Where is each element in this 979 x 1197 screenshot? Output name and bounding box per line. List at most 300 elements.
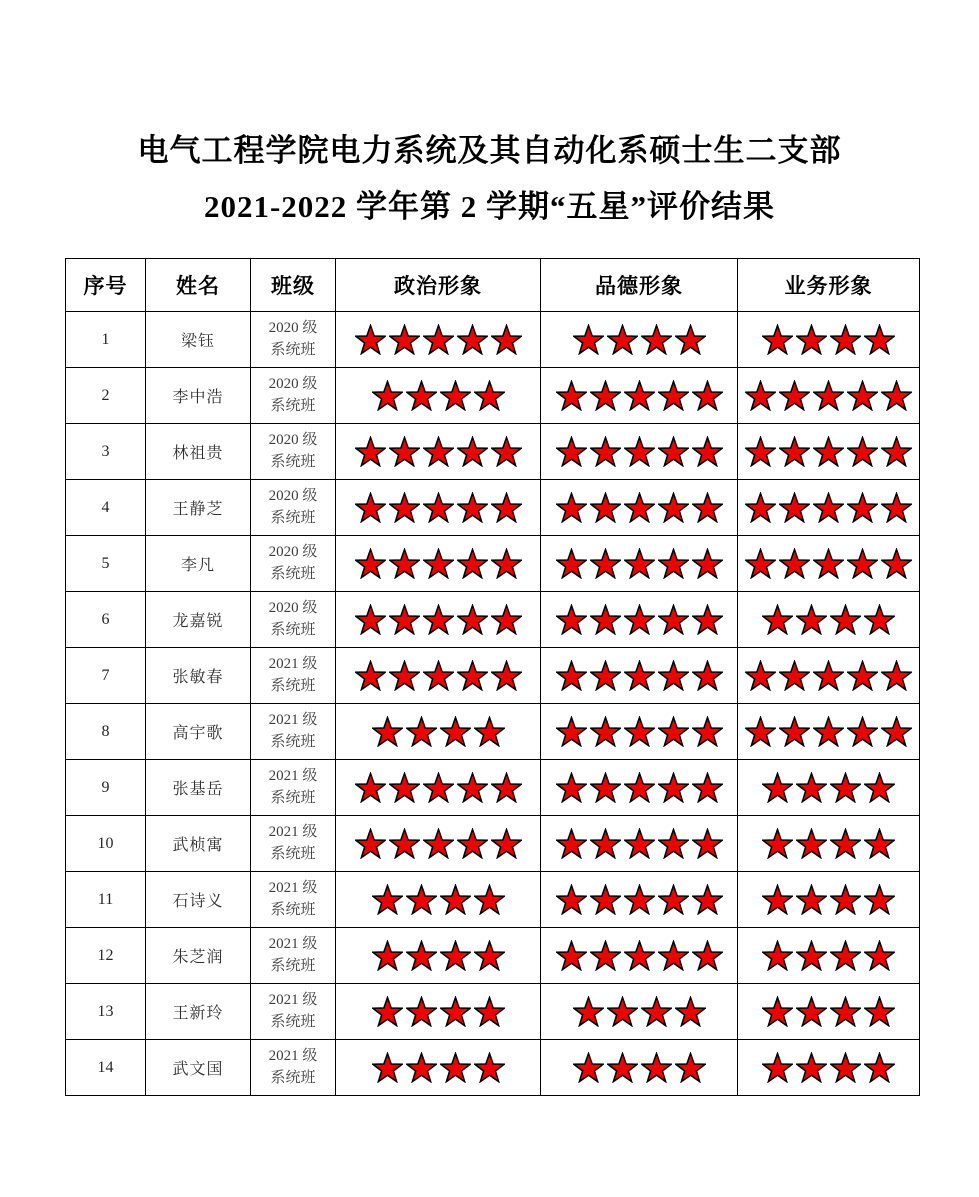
star-icon <box>355 604 386 635</box>
table-row <box>66 480 920 536</box>
star-icon <box>590 716 621 747</box>
name-cell: 李中浩 <box>146 368 251 424</box>
column-header-name: 姓名 <box>146 259 251 312</box>
star-icon <box>389 324 420 355</box>
star-icon <box>624 436 655 467</box>
star-icon <box>813 548 844 579</box>
star-icon <box>389 436 420 467</box>
star-icon <box>864 884 895 915</box>
star-icon <box>762 996 793 1027</box>
serial-cell: 12 <box>66 928 146 984</box>
star-rating <box>738 884 919 915</box>
class-cell: 2020 级 系统班 <box>251 424 336 480</box>
column-header-business: 业务形象 <box>738 259 920 312</box>
star-rating <box>336 492 540 523</box>
star-icon <box>389 828 420 859</box>
star-icon <box>658 436 689 467</box>
star-icon <box>813 436 844 467</box>
star-icon <box>692 548 723 579</box>
serial-cell: 3 <box>66 424 146 480</box>
star-icon <box>692 492 723 523</box>
serial-cell: 6 <box>66 592 146 648</box>
star-icon <box>692 380 723 411</box>
star-icon <box>491 436 522 467</box>
star-icon <box>590 548 621 579</box>
business-rating-cell <box>738 648 920 704</box>
star-icon <box>864 1052 895 1083</box>
table-row <box>66 928 920 984</box>
star-icon <box>440 716 471 747</box>
star-icon <box>830 1052 861 1083</box>
moral-rating-cell <box>541 872 738 928</box>
business-rating-cell <box>738 1040 920 1096</box>
star-icon <box>406 884 437 915</box>
star-icon <box>847 716 878 747</box>
moral-rating-cell <box>541 536 738 592</box>
star-icon <box>556 548 587 579</box>
star-icon <box>779 660 810 691</box>
star-icon <box>590 772 621 803</box>
star-icon <box>389 492 420 523</box>
star-icon <box>474 996 505 1027</box>
star-icon <box>847 436 878 467</box>
star-rating <box>541 436 737 467</box>
star-rating <box>738 1052 919 1083</box>
star-icon <box>745 548 776 579</box>
star-icon <box>641 1052 672 1083</box>
star-icon <box>423 772 454 803</box>
star-rating <box>541 828 737 859</box>
star-icon <box>355 828 386 859</box>
name-cell: 梁钰 <box>146 312 251 368</box>
star-rating <box>541 716 737 747</box>
star-icon <box>355 436 386 467</box>
star-icon <box>440 940 471 971</box>
name-cell: 高宇歌 <box>146 704 251 760</box>
politics-rating-cell <box>336 648 541 704</box>
star-icon <box>813 660 844 691</box>
star-rating <box>738 324 919 355</box>
star-icon <box>847 660 878 691</box>
page-title-line1: 电气工程学院电力系统及其自动化系硕士生二支部 <box>137 133 842 168</box>
star-icon <box>830 772 861 803</box>
star-icon <box>745 492 776 523</box>
star-icon <box>491 324 522 355</box>
table-row <box>66 648 920 704</box>
politics-rating-cell <box>336 536 541 592</box>
star-icon <box>762 604 793 635</box>
table-row <box>66 816 920 872</box>
business-rating-cell <box>738 536 920 592</box>
star-icon <box>864 940 895 971</box>
star-icon <box>423 604 454 635</box>
star-rating <box>336 716 540 747</box>
serial-cell: 8 <box>66 704 146 760</box>
name-cell: 武文国 <box>146 1040 251 1096</box>
star-icon <box>355 548 386 579</box>
star-icon <box>779 380 810 411</box>
star-icon <box>658 492 689 523</box>
star-icon <box>658 828 689 859</box>
star-rating <box>738 548 919 579</box>
business-rating-cell <box>738 368 920 424</box>
table-row <box>66 760 920 816</box>
star-icon <box>847 548 878 579</box>
star-icon <box>573 1052 604 1083</box>
star-rating <box>336 828 540 859</box>
star-rating <box>336 380 540 411</box>
star-icon <box>692 604 723 635</box>
star-icon <box>624 884 655 915</box>
politics-rating-cell <box>336 928 541 984</box>
star-icon <box>762 324 793 355</box>
star-icon <box>762 828 793 859</box>
star-icon <box>658 716 689 747</box>
star-icon <box>590 380 621 411</box>
name-cell: 武桢寓 <box>146 816 251 872</box>
star-icon <box>692 772 723 803</box>
class-cell: 2021 级 系统班 <box>251 1040 336 1096</box>
table-row <box>66 872 920 928</box>
star-icon <box>762 884 793 915</box>
star-icon <box>457 492 488 523</box>
moral-rating-cell <box>541 704 738 760</box>
star-icon <box>389 604 420 635</box>
moral-rating-cell <box>541 816 738 872</box>
star-icon <box>556 772 587 803</box>
star-icon <box>423 324 454 355</box>
serial-cell: 7 <box>66 648 146 704</box>
star-icon <box>692 436 723 467</box>
star-icon <box>423 492 454 523</box>
business-rating-cell <box>738 760 920 816</box>
politics-rating-cell <box>336 984 541 1040</box>
table-row <box>66 1040 920 1096</box>
star-icon <box>372 716 403 747</box>
star-icon <box>881 380 912 411</box>
class-cell: 2020 级 系统班 <box>251 592 336 648</box>
star-icon <box>762 1052 793 1083</box>
star-icon <box>830 884 861 915</box>
star-icon <box>796 604 827 635</box>
name-cell: 张基岳 <box>146 760 251 816</box>
star-icon <box>556 660 587 691</box>
star-icon <box>491 772 522 803</box>
name-cell: 张敏春 <box>146 648 251 704</box>
star-icon <box>474 716 505 747</box>
serial-cell: 11 <box>66 872 146 928</box>
class-cell: 2021 级 系统班 <box>251 704 336 760</box>
name-cell: 石诗义 <box>146 872 251 928</box>
star-rating <box>738 716 919 747</box>
serial-cell: 14 <box>66 1040 146 1096</box>
star-icon <box>590 436 621 467</box>
star-rating <box>738 604 919 635</box>
star-icon <box>813 380 844 411</box>
business-rating-cell <box>738 872 920 928</box>
star-icon <box>590 884 621 915</box>
rating-table <box>65 258 920 1096</box>
star-icon <box>881 660 912 691</box>
star-icon <box>491 828 522 859</box>
star-icon <box>389 548 420 579</box>
serial-cell: 2 <box>66 368 146 424</box>
star-icon <box>745 716 776 747</box>
star-icon <box>745 380 776 411</box>
serial-cell: 5 <box>66 536 146 592</box>
star-icon <box>796 324 827 355</box>
star-icon <box>624 828 655 859</box>
star-icon <box>457 604 488 635</box>
star-icon <box>779 548 810 579</box>
star-icon <box>864 324 895 355</box>
star-icon <box>491 548 522 579</box>
column-header-moral: 品德形象 <box>541 259 738 312</box>
star-icon <box>796 828 827 859</box>
star-icon <box>457 548 488 579</box>
star-icon <box>624 548 655 579</box>
star-icon <box>864 996 895 1027</box>
business-rating-cell <box>738 424 920 480</box>
star-rating <box>738 380 919 411</box>
star-rating <box>738 660 919 691</box>
star-rating <box>541 492 737 523</box>
star-icon <box>556 604 587 635</box>
star-icon <box>590 940 621 971</box>
name-cell: 龙嘉锐 <box>146 592 251 648</box>
star-icon <box>830 604 861 635</box>
class-cell: 2020 级 系统班 <box>251 368 336 424</box>
class-cell: 2021 级 系统班 <box>251 928 336 984</box>
business-rating-cell <box>738 928 920 984</box>
star-rating <box>541 884 737 915</box>
star-icon <box>406 1052 437 1083</box>
star-icon <box>692 884 723 915</box>
business-rating-cell <box>738 480 920 536</box>
star-rating <box>541 380 737 411</box>
star-icon <box>658 772 689 803</box>
star-icon <box>864 772 895 803</box>
star-icon <box>830 996 861 1027</box>
star-icon <box>355 772 386 803</box>
class-cell: 2020 级 系统班 <box>251 480 336 536</box>
class-cell: 2021 级 系统班 <box>251 984 336 1040</box>
page-title-line2: 2021-2022 学年第 2 学期“五星”评价结果 <box>203 189 776 224</box>
moral-rating-cell <box>541 928 738 984</box>
star-icon <box>762 772 793 803</box>
star-icon <box>607 1052 638 1083</box>
star-icon <box>423 660 454 691</box>
star-icon <box>847 380 878 411</box>
star-icon <box>658 884 689 915</box>
star-icon <box>491 492 522 523</box>
class-cell: 2020 级 系统班 <box>251 536 336 592</box>
star-icon <box>372 996 403 1027</box>
star-icon <box>491 604 522 635</box>
politics-rating-cell <box>336 312 541 368</box>
star-icon <box>440 884 471 915</box>
star-rating <box>336 660 540 691</box>
star-icon <box>556 436 587 467</box>
table-row <box>66 424 920 480</box>
name-cell: 朱芝润 <box>146 928 251 984</box>
star-icon <box>813 492 844 523</box>
name-cell: 王新玲 <box>146 984 251 1040</box>
star-icon <box>779 716 810 747</box>
star-icon <box>864 604 895 635</box>
star-rating <box>541 996 737 1027</box>
star-icon <box>556 940 587 971</box>
star-icon <box>406 716 437 747</box>
star-rating <box>738 436 919 467</box>
star-icon <box>457 660 488 691</box>
name-cell: 李凡 <box>146 536 251 592</box>
star-icon <box>641 324 672 355</box>
star-icon <box>590 604 621 635</box>
star-icon <box>491 660 522 691</box>
moral-rating-cell <box>541 480 738 536</box>
serial-cell: 1 <box>66 312 146 368</box>
star-icon <box>457 828 488 859</box>
star-icon <box>556 828 587 859</box>
business-rating-cell <box>738 592 920 648</box>
star-icon <box>624 940 655 971</box>
star-icon <box>556 380 587 411</box>
star-icon <box>762 940 793 971</box>
star-icon <box>474 940 505 971</box>
star-icon <box>813 716 844 747</box>
star-icon <box>796 772 827 803</box>
moral-rating-cell <box>541 984 738 1040</box>
table-row <box>66 368 920 424</box>
moral-rating-cell <box>541 312 738 368</box>
star-icon <box>474 380 505 411</box>
star-icon <box>675 996 706 1027</box>
star-icon <box>372 940 403 971</box>
moral-rating-cell <box>541 424 738 480</box>
politics-rating-cell <box>336 760 541 816</box>
moral-rating-cell <box>541 368 738 424</box>
star-icon <box>556 492 587 523</box>
star-rating <box>336 1052 540 1083</box>
serial-cell: 13 <box>66 984 146 1040</box>
star-icon <box>692 940 723 971</box>
star-rating <box>336 548 540 579</box>
star-icon <box>474 1052 505 1083</box>
star-icon <box>423 828 454 859</box>
star-icon <box>372 380 403 411</box>
header-row <box>66 259 920 312</box>
star-icon <box>624 772 655 803</box>
star-icon <box>658 380 689 411</box>
star-rating <box>336 436 540 467</box>
star-icon <box>658 604 689 635</box>
business-rating-cell <box>738 984 920 1040</box>
serial-cell: 10 <box>66 816 146 872</box>
star-rating <box>738 492 919 523</box>
star-icon <box>881 716 912 747</box>
class-cell: 2021 级 系统班 <box>251 816 336 872</box>
moral-rating-cell <box>541 760 738 816</box>
politics-rating-cell <box>336 816 541 872</box>
star-icon <box>406 996 437 1027</box>
star-icon <box>440 996 471 1027</box>
star-icon <box>779 492 810 523</box>
table-row <box>66 312 920 368</box>
star-icon <box>389 660 420 691</box>
business-rating-cell <box>738 816 920 872</box>
class-cell: 2021 级 系统班 <box>251 760 336 816</box>
star-icon <box>607 996 638 1027</box>
star-icon <box>457 436 488 467</box>
star-rating <box>541 548 737 579</box>
star-rating <box>541 940 737 971</box>
star-rating <box>541 772 737 803</box>
star-icon <box>796 884 827 915</box>
star-icon <box>624 660 655 691</box>
star-icon <box>624 492 655 523</box>
serial-cell: 4 <box>66 480 146 536</box>
star-icon <box>474 884 505 915</box>
star-icon <box>624 380 655 411</box>
star-icon <box>881 436 912 467</box>
star-icon <box>745 436 776 467</box>
star-icon <box>830 828 861 859</box>
star-rating <box>738 772 919 803</box>
star-icon <box>457 772 488 803</box>
star-icon <box>796 940 827 971</box>
star-rating <box>738 996 919 1027</box>
star-icon <box>692 716 723 747</box>
column-header-politics: 政治形象 <box>336 259 541 312</box>
table-row <box>66 536 920 592</box>
star-icon <box>372 1052 403 1083</box>
business-rating-cell <box>738 704 920 760</box>
star-icon <box>658 548 689 579</box>
star-icon <box>406 940 437 971</box>
star-icon <box>675 1052 706 1083</box>
column-header-class: 班级 <box>251 259 336 312</box>
page-title <box>0 0 979 222</box>
star-icon <box>847 492 878 523</box>
politics-rating-cell <box>336 480 541 536</box>
star-icon <box>556 884 587 915</box>
star-rating <box>541 1052 737 1083</box>
star-icon <box>881 492 912 523</box>
moral-rating-cell <box>541 592 738 648</box>
star-icon <box>796 996 827 1027</box>
star-rating <box>738 828 919 859</box>
star-icon <box>675 324 706 355</box>
star-icon <box>692 828 723 859</box>
star-icon <box>355 492 386 523</box>
star-rating <box>541 604 737 635</box>
star-rating <box>336 884 540 915</box>
star-icon <box>590 492 621 523</box>
table-body <box>66 312 920 1096</box>
name-cell: 林祖贵 <box>146 424 251 480</box>
star-icon <box>440 380 471 411</box>
star-icon <box>641 996 672 1027</box>
star-icon <box>355 324 386 355</box>
star-icon <box>440 1052 471 1083</box>
class-cell: 2020 级 系统班 <box>251 312 336 368</box>
star-icon <box>624 716 655 747</box>
moral-rating-cell <box>541 1040 738 1096</box>
star-icon <box>590 828 621 859</box>
star-icon <box>864 828 895 859</box>
star-icon <box>355 660 386 691</box>
